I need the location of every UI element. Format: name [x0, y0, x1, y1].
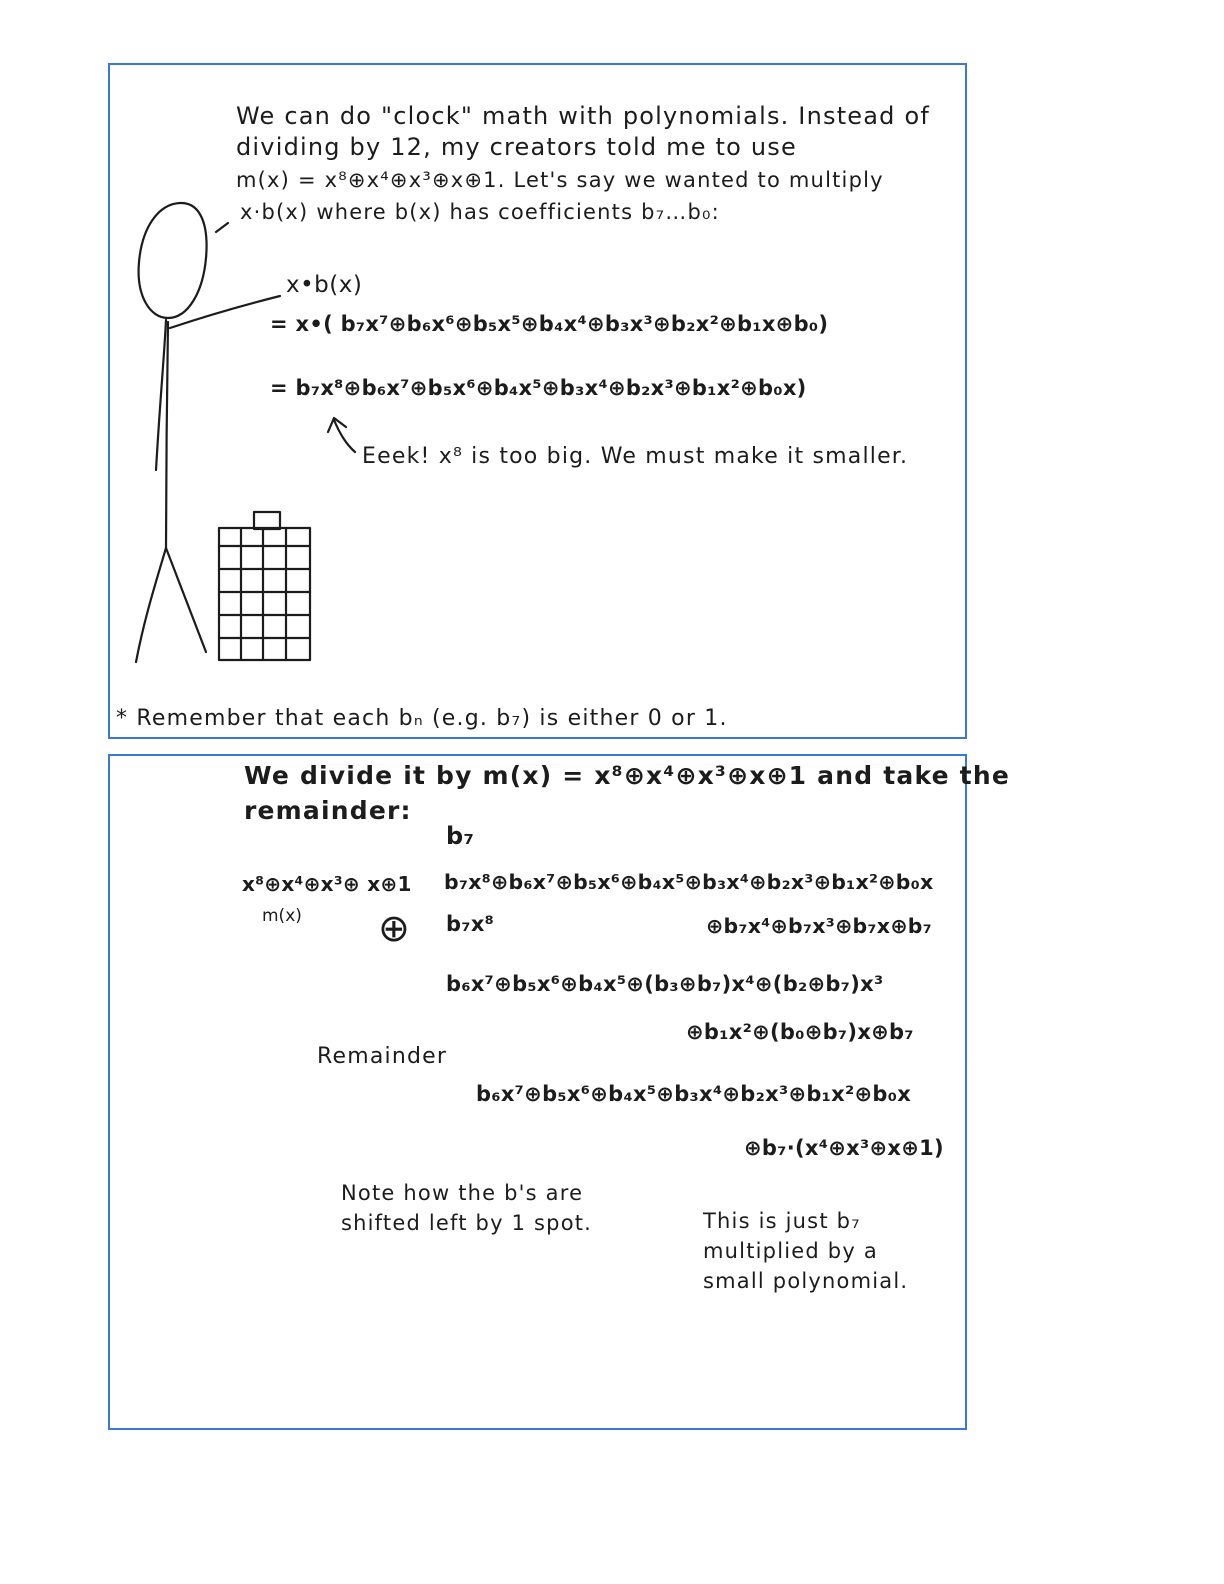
- panel1-intro-line-3: m(x) = x⁸⊕x⁴⊕x³⊕x⊕1. Let's say we wanted to multiply: [236, 168, 884, 192]
- expression-line-2: = b₇x⁸⊕b₆x⁷⊕b₅x⁶⊕b₄x⁵⊕b₃x⁴⊕b₂x³⊕b₁x²⊕b₀x): [270, 376, 807, 400]
- dividend: b₇x⁸⊕b₆x⁷⊕b₅x⁶⊕b₄x⁵⊕b₃x⁴⊕b₂x³⊕b₁x²⊕b₀x: [444, 870, 934, 894]
- eeek-note: Eeek! x⁸ is too big. We must make it smaller.: [362, 444, 909, 469]
- expression-line-1: = x•( b₇x⁷⊕b₆x⁶⊕b₅x⁵⊕b₄x⁴⊕b₃x³⊕b₂x²⊕b₁x⊕b₀): [270, 312, 829, 336]
- panel1-intro-line-4: x·b(x) where b(x) has coefficients b₇…b₀:: [240, 200, 720, 224]
- shift-note-line-1: Note how the b's are: [341, 1181, 584, 1205]
- panel1-intro-line-2: dividing by 12, my creators told me to use: [236, 133, 797, 161]
- b7-note-line-1: This is just b₇: [703, 1209, 861, 1233]
- panel2-intro-line-1: We divide it by m(x) = x⁸⊕x⁴⊕x³⊕x⊕1 and take the: [244, 761, 1010, 790]
- remainder-line-2: ⊕b₇·(x⁴⊕x³⊕x⊕1): [744, 1136, 944, 1160]
- divisor: x⁸⊕x⁴⊕x³⊕ x⊕1: [242, 872, 412, 896]
- divisor-label: m(x): [262, 906, 302, 926]
- b7-note-line-3: small polynomial.: [703, 1269, 909, 1293]
- remainder-line-1: b₆x⁷⊕b₅x⁶⊕b₄x⁵⊕b₃x⁴⊕b₂x³⊕b₁x²⊕b₀x: [476, 1082, 912, 1106]
- quotient: b₇: [446, 822, 475, 850]
- footnote: * Remember that each bₙ (e.g. b₇) is either 0 or 1.: [116, 706, 728, 731]
- shift-note-line-2: shifted left by 1 spot.: [341, 1211, 593, 1235]
- calendar-icon: [219, 512, 310, 660]
- b7-note-line-2: multiplied by a: [703, 1239, 878, 1263]
- oplus-icon: ⊕: [378, 906, 410, 950]
- expression-header: x•b(x): [286, 272, 363, 298]
- remainder-label: Remainder: [317, 1044, 448, 1069]
- panel2-intro-line-2: remainder:: [244, 796, 412, 825]
- result-line-2: ⊕b₁x²⊕(b₀⊕b₇)x⊕b₇: [686, 1020, 914, 1044]
- subtrahend-right: ⊕b₇x⁴⊕b₇x³⊕b₇x⊕b₇: [706, 914, 933, 938]
- result-line-1: b₆x⁷⊕b₅x⁶⊕b₄x⁵⊕(b₃⊕b₇)x⁴⊕(b₂⊕b₇)x³: [446, 972, 884, 996]
- stick-figure-1: [136, 203, 280, 662]
- subtrahend-left: b₇x⁸: [446, 912, 495, 936]
- panel1-intro-line-1: We can do "clock" math with polynomials. Instead of: [236, 102, 930, 130]
